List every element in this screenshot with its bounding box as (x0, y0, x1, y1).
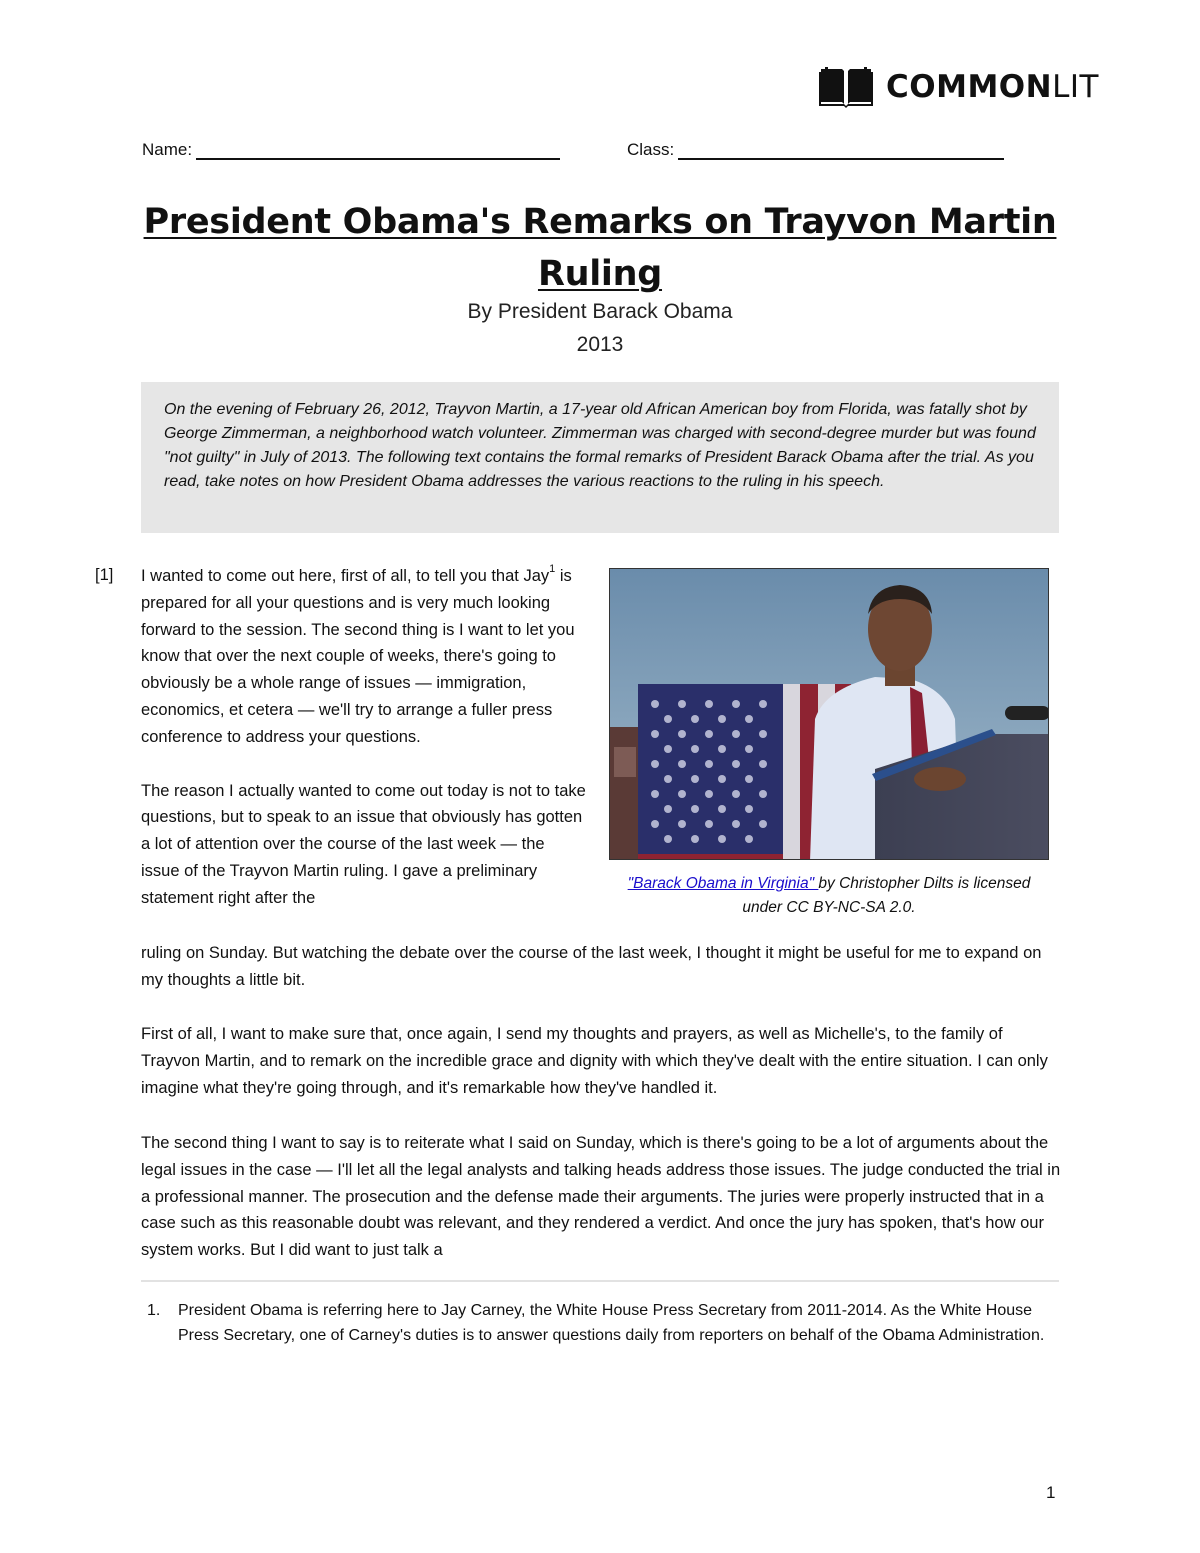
photo-caption (609, 872, 1049, 920)
name-blank-line[interactable] (196, 140, 560, 160)
obama-photo (609, 568, 1049, 860)
class-label: Class: (627, 140, 675, 159)
paragraph-1: I wanted to come out here, first of all, to tell you that Jay$^1$ is prepared for all your questions and is very much looking forward to the session. The second thing is I want to let you know that over the next couple of weeks, there's going to obviously be a whole range of issues — immigration, economics, et cetera — we'll try to arrange a fuller press conference to address your questions. (141, 563, 575, 746)
page-number: 1 (1046, 1483, 1056, 1502)
intro-text: On the evening of February 26, 2012, Trayvon Martin, a 17-year old African American boy from Florida, was fatally shot by George Zimmerman, a neighborhood watch volunteer. Zimmerman was charged with second-degree murder but was found "not guilty" in July of 2013. The following text contains the formal remarks of President Barack Obama after the trial. As you read, take notes on how President Obama addresses the various reactions to the ruling in his speech. (164, 401, 1036, 490)
document-title: President Obama's Remarks on Trayvon Martin Ruling (143, 202, 1057, 294)
intro-box (141, 382, 1059, 533)
footnote-number: 1. (147, 1302, 161, 1319)
open-book-icon (818, 66, 874, 108)
commonlit-logo (818, 66, 1099, 108)
paragraph-2-continuation: ruling on Sunday. But watching the debate over the course of the last week, I thought it might be useful for me to expand on my thoughts a little bit. (141, 944, 1042, 989)
paragraph-3: First of all, I want to make sure that, once again, I send my thoughts and prayers, as well as Michelle's, to the family of Trayvon Martin, and to remark on the incredible grace and dignity with which they've dealt with the entire situation. I can only imagine what they're going through, and it's remarkable how they've handled it. (141, 1025, 1048, 1097)
class-blank-line[interactable] (678, 140, 1004, 160)
footnote-text: President Obama is referring here to Jay Carney, the White House Press Secretary from 2011-2014. As the White House Press Secretary, one of Carney's duties is to answer questions daily from reporters on behalf of the Obama Administration. (178, 1302, 1045, 1344)
footnote-ref-1[interactable]: 1 (549, 563, 556, 575)
byline: By President Barack Obama (467, 300, 733, 323)
footnote-divider (141, 1280, 1059, 1282)
paragraph-2-start: The reason I actually wanted to come out today is not to take questions, but to speak to an issue that obviously has gotten a lot of attention over the course of the last week — the issue of the Trayvon Martin ruling. I gave a preliminary statement right after the (141, 781, 586, 907)
photo-source-link[interactable]: "Barack Obama in Virginia" (627, 875, 819, 892)
publication-year: 2013 (576, 333, 624, 356)
name-field[interactable] (142, 140, 560, 160)
footnote-1 (147, 1298, 1059, 1348)
logo-wordmark: COMMONLIT (886, 69, 1099, 105)
paragraph-number: [1] (95, 566, 114, 584)
name-label: Name: (142, 140, 193, 159)
paragraph-4: The second thing I want to say is to reiterate what I said on Sunday, which is there's going to be a lot of arguments about the legal issues in the case — I'll let all the legal analysts and talking heads address those issues. The judge conducted the trial in a professional manner. The prosecution and the defense made their arguments. The juries were properly instructed that in a case such as this reasonable doubt was relevant, and they rendered a verdict. And once the jury has spoken, that's how our system works. But I did want to just talk a (141, 1134, 1061, 1260)
class-field[interactable] (627, 140, 1004, 160)
body-left-column (141, 563, 586, 912)
photo-illustration (610, 569, 1049, 860)
photo-license-text: by Christopher Dilts is licensed under CC BY-NC-SA 2.0. (742, 875, 1031, 916)
